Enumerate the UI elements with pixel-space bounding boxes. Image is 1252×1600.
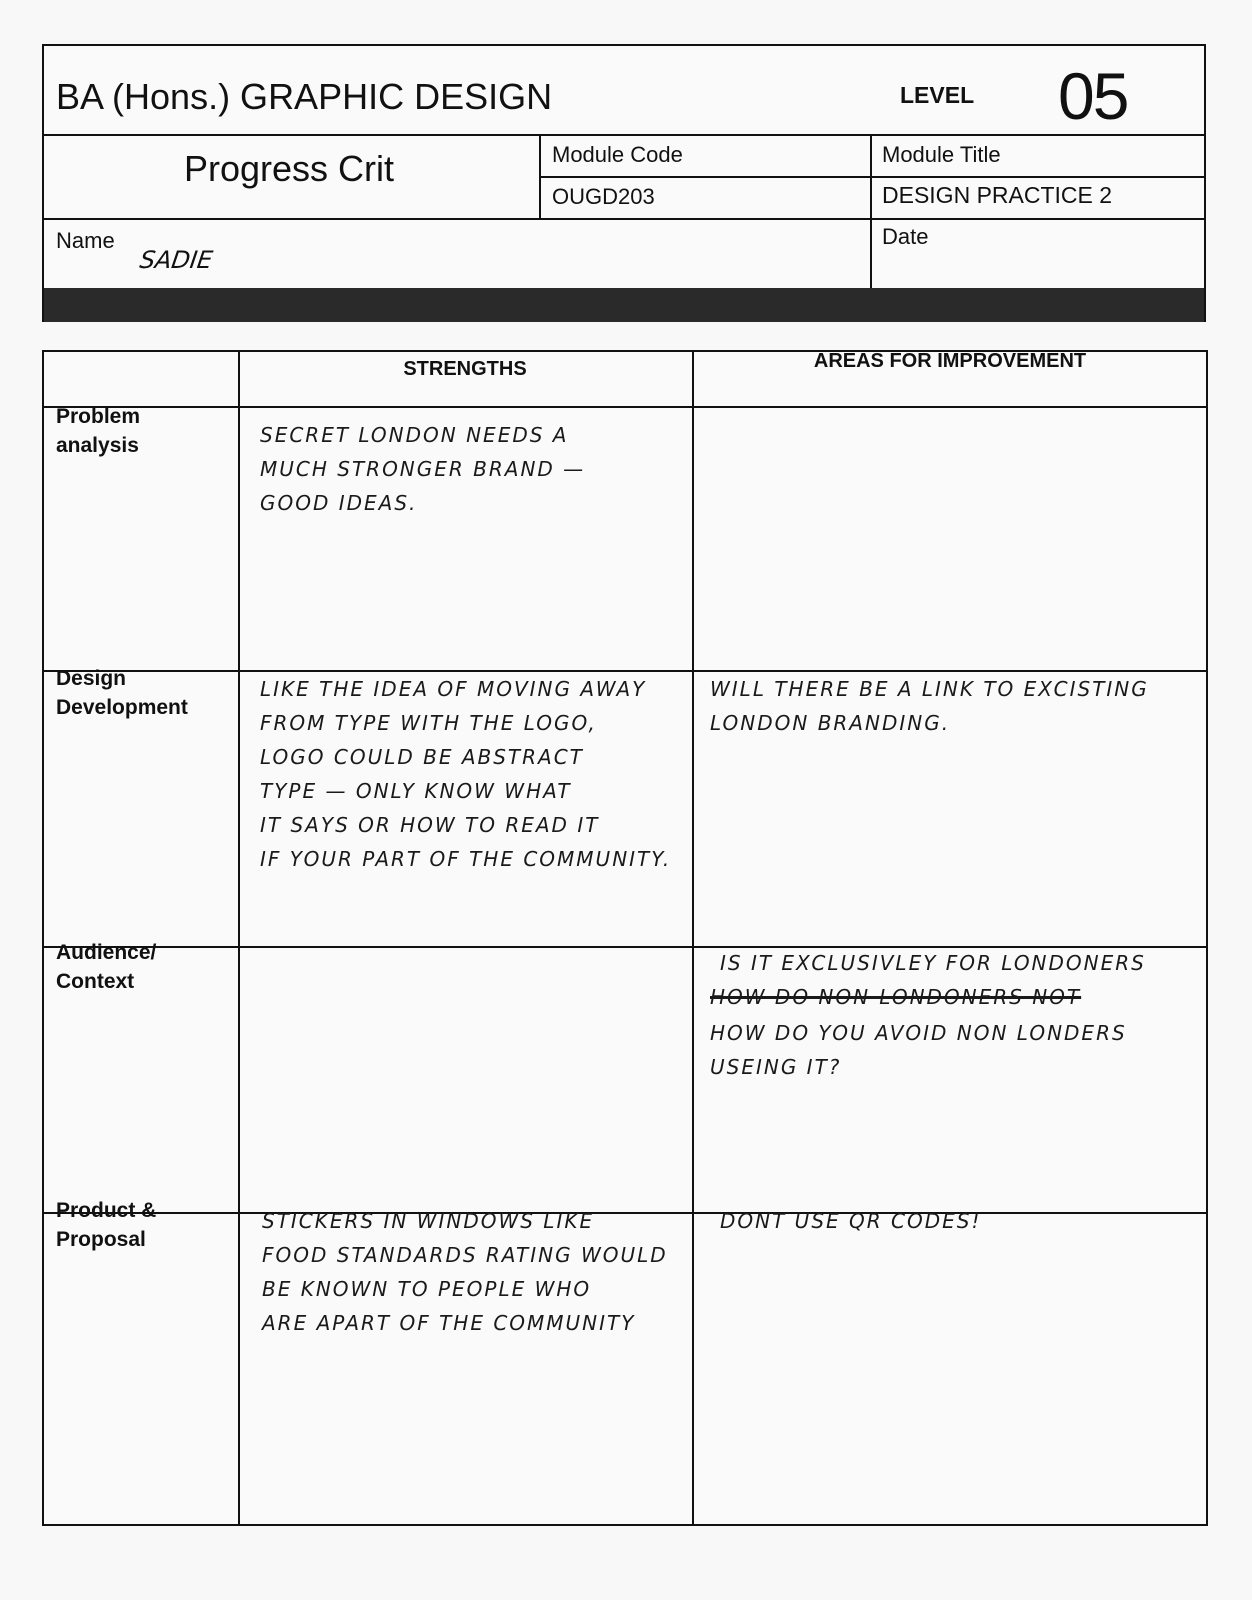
improvement-audience-context-line3: HOW DO YOU AVOID NON LONDERS USEING IT? <box>710 1021 1127 1079</box>
row-divider-head <box>44 406 1206 408</box>
row-label-product-proposal: Product & Proposal <box>56 1199 157 1251</box>
feedback-table <box>42 350 1208 1526</box>
column-header-improvement: AREAS FOR IMPROVEMENT <box>813 350 1087 372</box>
module-code-value: OUGD203 <box>552 184 655 209</box>
name-value: SADIE <box>138 246 215 274</box>
row-label-problem-analysis: Problem analysis <box>56 405 141 457</box>
date-label: Date <box>882 224 929 249</box>
crit-title: Progress Crit <box>184 148 395 189</box>
name-label: Name <box>56 228 115 253</box>
strengths-problem-analysis: SECRET LONDON NEEDS A MUCH STRONGER BRAND — GOOD IDEAS. <box>260 423 586 515</box>
column-header-strengths: STRENGTHS <box>403 358 527 380</box>
module-title-value: DESIGN PRACTICE 2 <box>882 182 1113 208</box>
module-title-label: Module Title <box>882 142 1001 167</box>
title-divider <box>870 134 872 288</box>
strengths-product-proposal: STICKERS IN WINDOWS LIKE FOOD STANDARDS RATING WOULD BE KNOWN TO PEOPLE WHO ARE APART OF THE COMMUNITY <box>262 1209 668 1335</box>
header-bar <box>44 288 1204 322</box>
col-divider-1 <box>238 352 240 1524</box>
crit-divider <box>539 134 541 218</box>
form-header <box>42 44 1206 322</box>
strengths-design-development: LIKE THE IDEA OF MOVING AWAY FROM TYPE WITH THE LOGO, LOGO COULD BE ABSTRACT TYPE — ONLY KNOW WHAT IT SAYS OR HOW TO READ IT IF YOUR PART OF THE COMMUNITY. <box>260 677 672 871</box>
improvement-product-proposal: DONT USE QR CODES! <box>720 1209 982 1233</box>
header-divider <box>44 134 1204 136</box>
row-label-design-development: Design Development <box>56 667 188 719</box>
level-label: LEVEL <box>900 82 975 108</box>
improvement-audience-context-line1: IS IT EXCLUSIVLEY FOR LONDONERS <box>720 951 1146 975</box>
program-title: BA (Hons.) GRAPHIC DESIGN <box>56 76 553 117</box>
module-code-label: Module Code <box>552 142 683 167</box>
row-label-audience-context: Audience/ Context <box>56 941 157 993</box>
module-divider <box>540 176 1206 178</box>
col-divider-2 <box>692 352 694 1524</box>
improvement-audience-context-struck: HOW DO NON-LONDONERS NOT <box>710 985 1082 1009</box>
name-divider <box>44 218 1204 220</box>
improvement-design-development: WILL THERE BE A LINK TO EXCISTING LONDON BRANDING. <box>710 677 1149 735</box>
level-value: 05 <box>1058 59 1128 133</box>
